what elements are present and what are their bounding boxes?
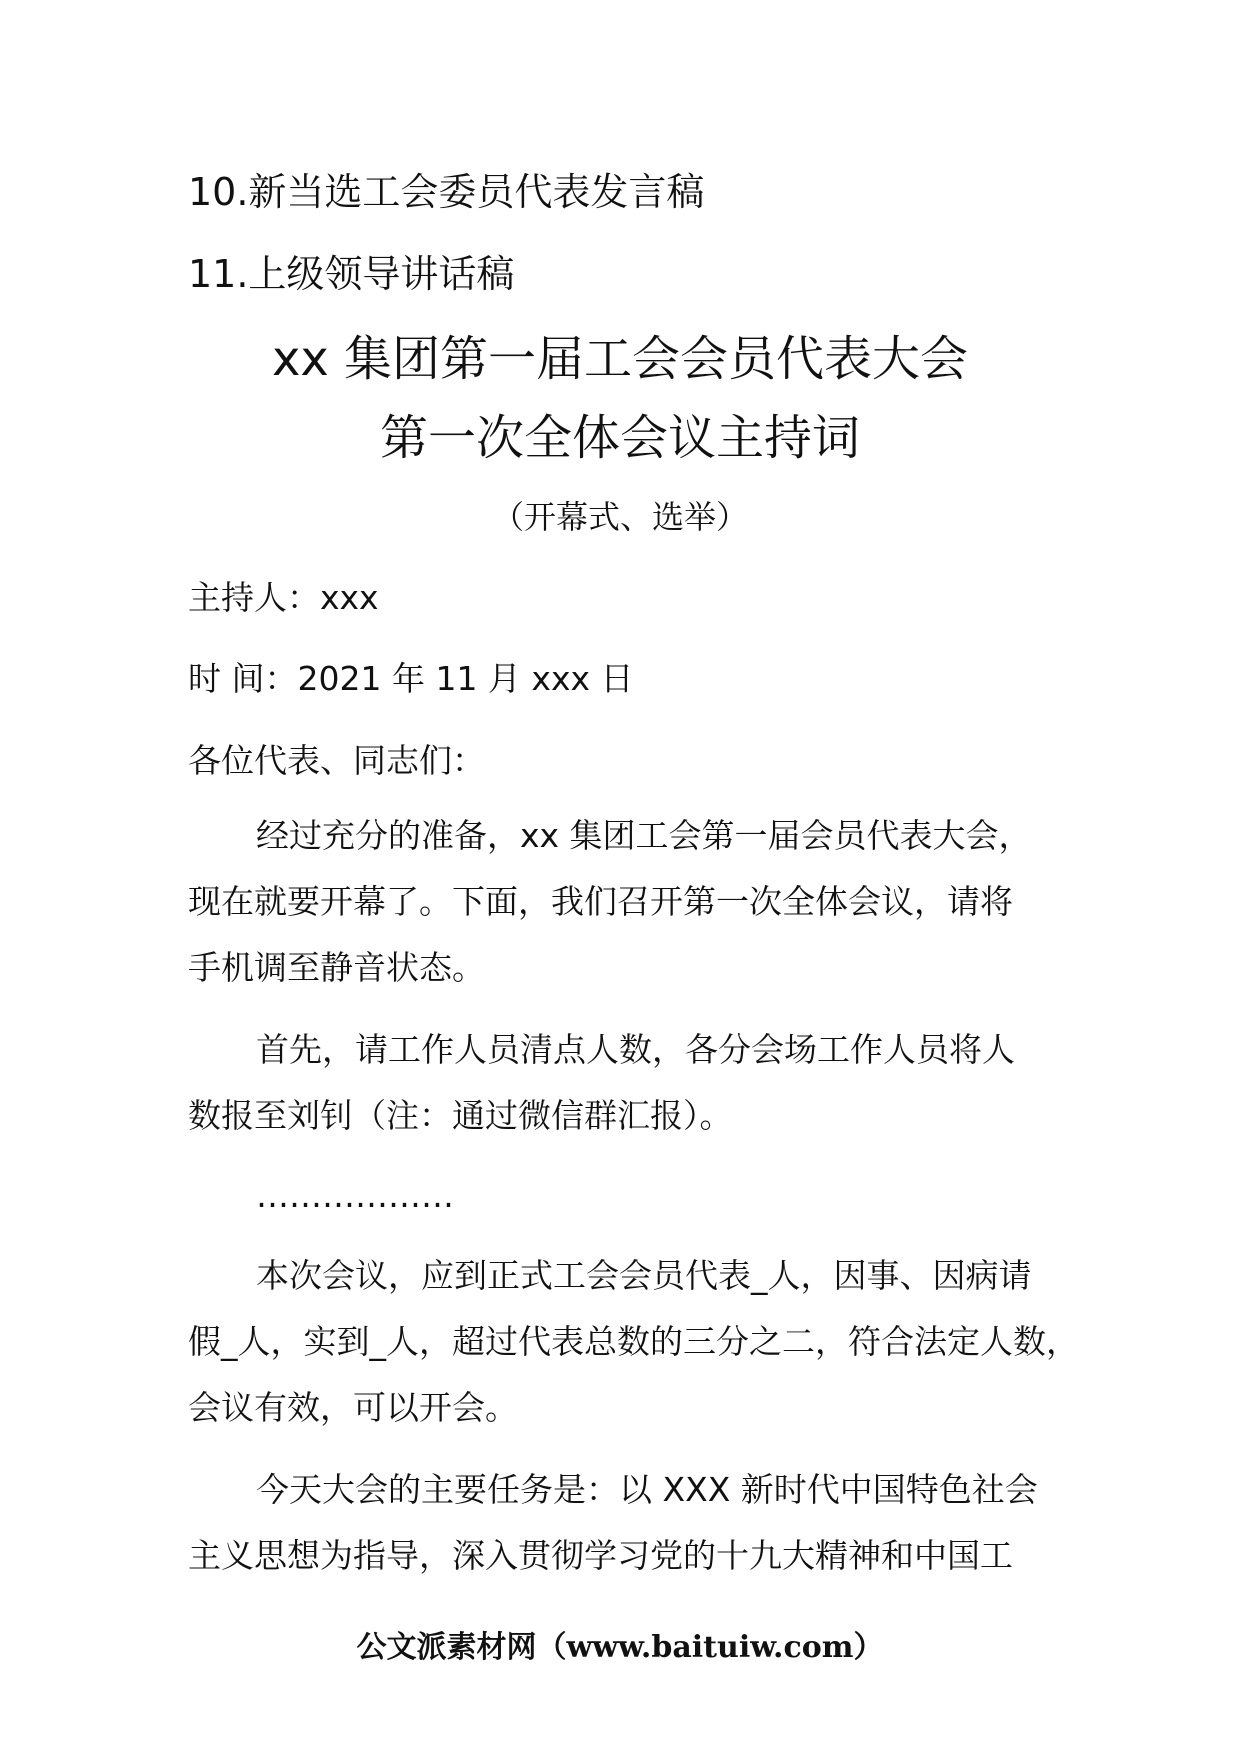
host-line: 主持人：xxx [188, 578, 379, 617]
paragraph-4-line-2: 主义思想为指导，深入贯彻学习党的十九大精神和中国工 [188, 1536, 1013, 1575]
paragraph-3-line-3: 会议有效，可以开会。 [188, 1388, 518, 1427]
footer-source: 公文派素材网（www.baituiw.com） [356, 1630, 884, 1665]
greeting: 各位代表、同志们： [188, 741, 485, 780]
paragraph-1-line-3: 手机调至静音状态。 [188, 948, 485, 987]
toc-item-11: 11.上级领导讲话稿 [188, 252, 515, 296]
document-title-line2: 第一次全体会议主持词 [379, 410, 860, 466]
toc-item-10: 10.新当选工会委员代表发言稿 [188, 170, 705, 214]
paragraph-2-line-1: 首先，请工作人员清点人数，各分会场工作人员将人 [256, 1030, 1015, 1069]
document-title-line1: xx 集团第一届工会会员代表大会 [271, 331, 969, 387]
paragraph-1-line-1: 经过充分的准备，xx 集团工会第一届会员代表大会， [256, 816, 1032, 855]
paragraph-2-line-2: 数报至刘钊（注：通过微信群汇报）。 [188, 1096, 733, 1135]
paragraph-3-line-1: 本次会议，应到正式工会会员代表_人，因事、因病请 [256, 1256, 1032, 1295]
paragraph-3-line-2: 假_人，实到_人，超过代表总数的三分之二，符合法定人数， [188, 1322, 1079, 1361]
time-line: 时 间：2021 年 11 月 xxx 日 [188, 659, 634, 698]
ellipsis: ……………… [256, 1176, 454, 1215]
paragraph-1-line-2: 现在就要开幕了。下面，我们召开第一次全体会议，请将 [188, 882, 1013, 921]
document-subtitle: （开幕式、选举） [491, 498, 748, 536]
paragraph-4-line-1: 今天大会的主要任务是：以 XXX 新时代中国特色社会 [256, 1470, 1038, 1509]
